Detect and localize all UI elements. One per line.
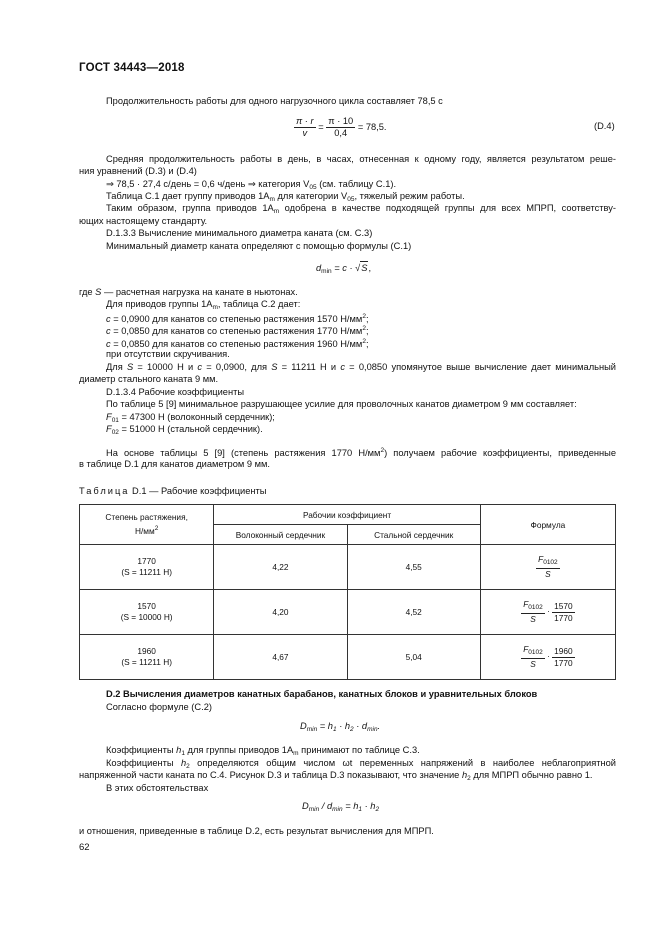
table-row: 1770 (S = 11211 Н) 4,22 4,55 $\frac{F_{0102}}{S}$: [80, 545, 616, 590]
paragraph-h2-line1: Коэффициенты $h_2$ определяются общим числом ωt переменных напряжений в наиболее неблагоприятной: [106, 758, 616, 770]
force-f01: $F_{01} = 47300$ Н (волоконный сердечник);: [106, 412, 275, 424]
working-coefficients-table: [79, 504, 616, 680]
header-steel-core: Стальной сердечник: [347, 525, 480, 545]
formula-cell: $\frac{F_{0102}}{S}$ · $\frac{1960}{1770}$: [480, 635, 615, 680]
section-d2-title: D.2 Вычисления диаметров канатных барабанов, канатных блоков и уравнительных блоков: [106, 689, 538, 699]
equation-c2: $D_{min} = h_1 \cdot h_2 \cdot d_{min}$.: [300, 721, 381, 733]
header-degree: Степень растяжения, $Н/мм^2$: [80, 505, 214, 545]
paragraph-average-duration-line1: Средняя продолжительность работы в день, в часах, отнесенная к одному году, является результатом реше-: [106, 154, 616, 164]
equation-number-d4: (D.4): [594, 121, 615, 131]
fraction-pi-10: $\frac{\pi \cdot 10}{0,4}$: [328, 116, 354, 138]
paragraph-calc-result-line2: диаметр стального каната 9 мм.: [79, 374, 219, 384]
table-row: 1570 (S = 10000 Н) 4,20 4,52 $\frac{F_{0102}}{S}$ · $\frac{1570}{1770}$: [80, 590, 616, 635]
page-number: 62: [79, 842, 90, 853]
paragraph-category-result: ⇒ 78,5 · 27,4 с/день = 0,6 ч/день ⇒ категория $V_{05}$ (см. таблицу С.1).: [106, 179, 397, 191]
section-d1-3-3: D.1.3.3 Вычисление минимального диаметра каната (см. С.3): [106, 228, 373, 238]
paragraph-cycle-duration: Продолжительность работы для одного нагрузочного цикла составляет 78,5 с: [106, 96, 443, 106]
formula-cell: $\frac{F_{0102}}{S}$: [480, 545, 615, 590]
header-formula: Формула: [480, 505, 615, 545]
c-value-1570: с = 0,0900 для канатов со степенью растяжения 1570 $Н/мм^2$;: [106, 313, 369, 324]
paragraph-where-s: где S — расчетная нагрузка на канате в ньютонах.: [79, 287, 298, 297]
table-caption: Таблица D.1 — Рабочие коэффициенты: [79, 486, 267, 496]
paragraph-group-approved-line1: Таким образом, группа приводов $1А_m$ одобрена в качестве подходящей группы для всех МПРП, соответству-: [106, 203, 617, 215]
paragraph-working-coef-line1: На основе таблицы 5 [9] (степень растяжения 1770 $Н/мм^2$) получаем рабочие коэффициенты, приведенные: [106, 447, 616, 458]
paragraph-min-diameter: Минимальный диаметр каната определяют с помощью формулы (С.1): [106, 241, 412, 251]
equation-c1: $d_{min} = c \cdot √S$,: [316, 263, 372, 275]
paragraph-group-table-c2: Для приводов группы $1А_m$, таблица С.2 дает:: [106, 299, 301, 311]
table-row: 1960 (S = 11211 Н) 4,67 5,04 $\frac{F_{0102}}{S}$ · $\frac{1960}{1770}$: [80, 635, 616, 680]
header-fiber-core: Волоконный сердечник: [214, 525, 347, 545]
force-f02: $F_{02} = 51000$ Н (стальной сердечник).: [106, 424, 263, 436]
paragraph-working-coef-line2: в таблице D.1 для канатов диаметром 9 мм.: [79, 459, 270, 469]
c-value-1770: с = 0,0850 для канатов со степенью растяжения 1770 $Н/мм^2$;: [106, 325, 369, 336]
paragraph-breaking-force: По таблице 5 [9] минимальное разрушающее усилие для проволочных канатов диаметром 9 мм составляет:: [106, 399, 577, 409]
equation-d4: $\frac{\pi \cdot r}{v}$ = $\frac{\pi \cdot 10}{0,4}$ = 78,5.: [296, 116, 387, 138]
paragraph-h1: Коэффициенты $h_1$ для группы приводов $1А_m$ принимают по таблице С.3.: [106, 745, 420, 757]
section-d1-3-4: D.1.3.4 Рабочие коэффициенты: [106, 387, 245, 397]
paragraph-average-duration-line2: ния уравнений (D.3) и (D.4): [79, 166, 197, 176]
paragraph-according-c2: Согласно формуле (С.2): [106, 702, 212, 712]
paragraph-no-twist: при отсутствии скручивания.: [106, 349, 230, 359]
equation-ratio: $D_{min} / d_{min} = h_1 \cdot h_2$: [302, 801, 380, 813]
paragraph-circumstances: В этих обстоятельствах: [106, 783, 209, 793]
document-header: ГОСТ 34443—2018: [79, 62, 185, 74]
fraction-pi-r-v: $\frac{\pi \cdot r}{v}$: [296, 116, 314, 138]
paragraph-group-approved-line2: ющих настоящему стандарту.: [79, 216, 208, 226]
paragraph-ratios: и отношения, приведенные в таблице D.2, есть результат вычисления для МПРП.: [79, 826, 434, 836]
formula-cell: $\frac{F_{0102}}{S}$ · $\frac{1570}{1770}$: [480, 590, 615, 635]
paragraph-h2-line2: напряженной части каната по С.4. Рисунок D.3 и таблица D.3 показывают, что значение $h_2$ для МПРП обычно равно 1.: [79, 770, 593, 782]
paragraph-table-c1: Таблица С.1 дает группу приводов $1А_m$ для категории $V_{05}$, тяжелый режим работы.: [106, 191, 465, 203]
paragraph-calc-result-line1: Для S = 10000 Н и с = 0,0900, для S = 11211 Н и с = 0,0850 упомянутое выше вычисление дает минимальный: [106, 362, 616, 372]
c-value-1960: с = 0,0850 для канатов со степенью растяжения 1960 $Н/мм^2$;: [106, 338, 369, 349]
header-coefficient: Рабочии коэффициент: [214, 505, 481, 525]
